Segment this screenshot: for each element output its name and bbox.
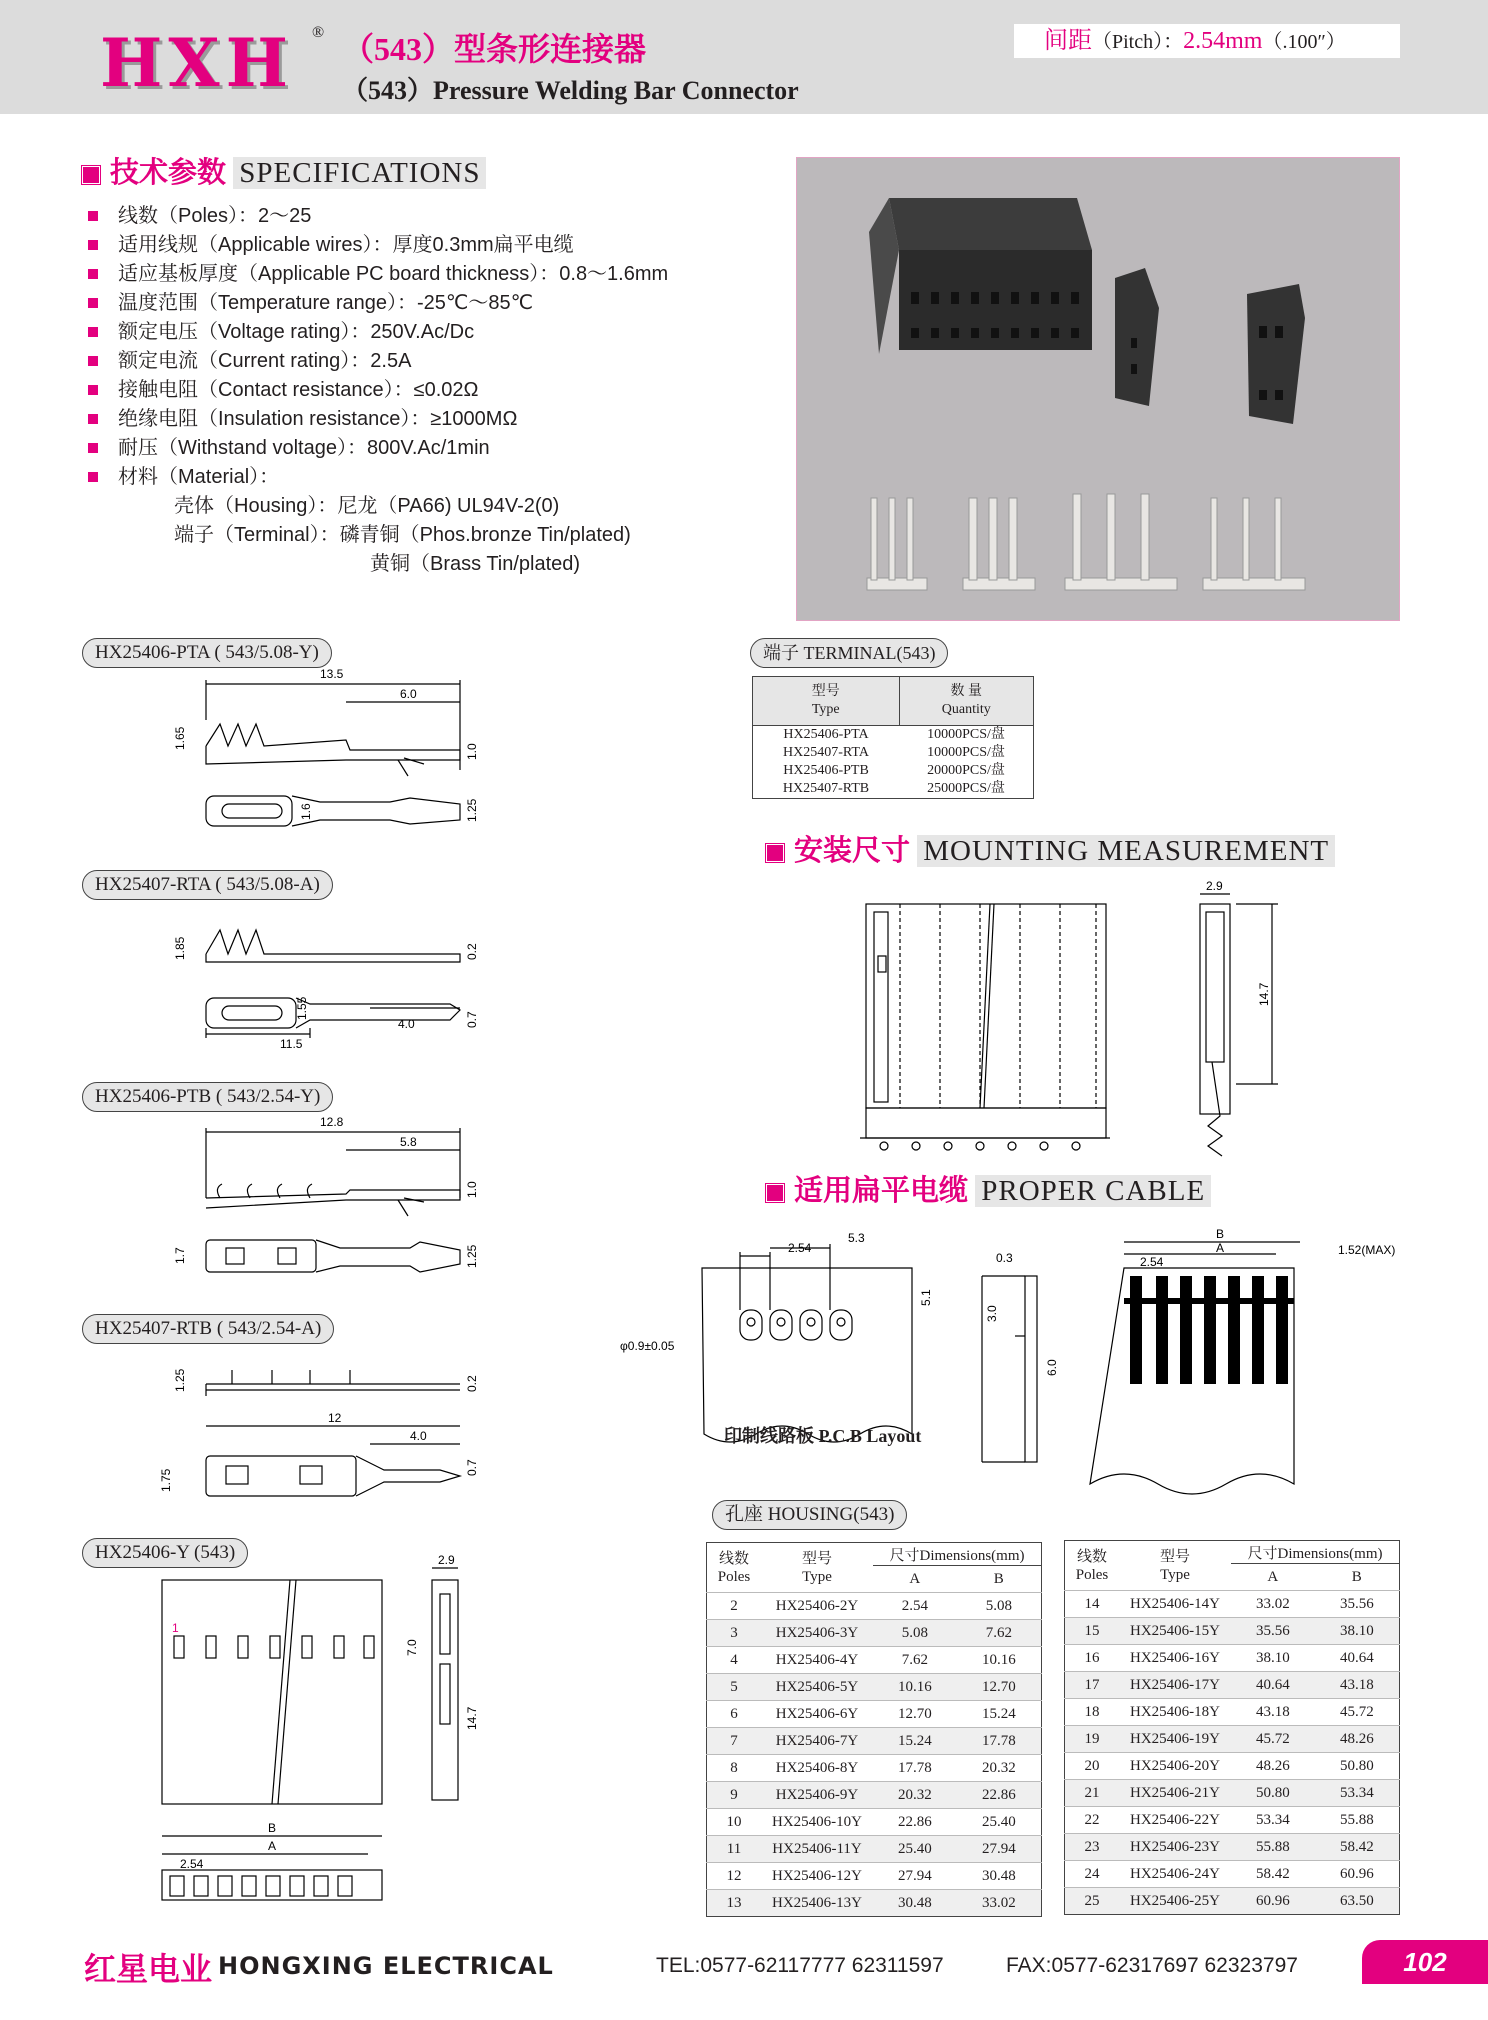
dim-text: 0.2: [465, 1375, 479, 1392]
spec-list: [86, 202, 668, 579]
spec-text: 额定电流（Current rating）：2.5A: [118, 350, 412, 372]
spec-text: 耐压（Withstand voltage）：800V.Ac/1min: [118, 437, 490, 459]
cell-type: HX25406-16Y: [1119, 1645, 1231, 1672]
cell-b: 55.88: [1315, 1807, 1400, 1834]
cell-type: HX25406-23Y: [1119, 1834, 1231, 1861]
dim-text: 1.25: [465, 798, 479, 822]
cell-type: HX25406-8Y: [761, 1755, 873, 1782]
bullet-icon: [88, 327, 98, 337]
cell-b: 33.02: [957, 1890, 1042, 1917]
col-b: B: [1351, 1568, 1362, 1585]
cell-type: HX25406-12Y: [761, 1863, 873, 1890]
cell-b: 15.24: [957, 1701, 1042, 1728]
cell-poles: 11: [707, 1836, 762, 1863]
table-row: [753, 726, 1034, 745]
col-type: [1119, 1541, 1231, 1591]
dim-text: 1.55: [295, 996, 309, 1020]
cell-b: 43.18: [1315, 1672, 1400, 1699]
cell-poles: 6: [707, 1701, 762, 1728]
cell-a: 15.24: [873, 1728, 957, 1755]
cell-poles: 3: [707, 1620, 762, 1647]
cell-b: 53.34: [1315, 1780, 1400, 1807]
cell-b: 38.10: [1315, 1618, 1400, 1645]
cell-poles: 15: [1065, 1618, 1120, 1645]
cell-a: 25.40: [873, 1836, 957, 1863]
dim-text: B: [268, 1821, 277, 1835]
table-row: [1065, 1861, 1400, 1888]
spec-item: [86, 347, 668, 376]
spec-text: 接触电阻（Contact resistance）：≤0.02Ω: [118, 379, 479, 401]
terminal-title: 端子 TERMINAL(543): [750, 638, 948, 668]
dim-text: φ0.9±0.05: [620, 1339, 675, 1353]
dim-text: 5.1: [919, 1289, 933, 1306]
bullet-icon: [88, 269, 98, 279]
col-dim: 尺寸Dimensions(mm): [889, 1547, 1025, 1564]
dim-text: B: [1216, 1227, 1225, 1241]
cell-type: HX25406-14Y: [1119, 1591, 1231, 1618]
cell-type: HX25406-11Y: [761, 1836, 873, 1863]
cell-b: 60.96: [1315, 1861, 1400, 1888]
cell-b: 50.80: [1315, 1753, 1400, 1780]
cell-b: 27.94: [957, 1836, 1042, 1863]
part-label-rta: HX25407-RTA ( 543/5.08-A): [82, 870, 333, 900]
cell-type: HX25406-3Y: [761, 1620, 873, 1647]
dim-text: 2.54: [1140, 1255, 1164, 1269]
cell-type: HX25406-25Y: [1119, 1888, 1231, 1915]
col-type-cn: 型号: [811, 684, 840, 699]
housing-table-left: [706, 1542, 1042, 1917]
spec-item: [86, 289, 668, 318]
col-qty-cn: 数 量: [950, 684, 983, 699]
cell-poles: 21: [1065, 1780, 1120, 1807]
spec-text: 适应基板厚度（Applicable PC board thickness）：0.8～1.6mm: [118, 263, 669, 285]
title-en: （543）Pressure Welding Bar Connector: [342, 76, 799, 105]
col-poles: [1065, 1541, 1120, 1591]
cell-poles: 8: [707, 1755, 762, 1782]
cell-poles: 2: [707, 1593, 762, 1620]
specs-heading-cn: 技术参数: [110, 157, 227, 189]
cell-b: 30.48: [957, 1863, 1042, 1890]
cell-poles: 16: [1065, 1645, 1120, 1672]
cell-type: HX25406-17Y: [1119, 1672, 1231, 1699]
dim-text: 1.25: [173, 1368, 187, 1392]
spec-item: [86, 202, 668, 231]
dim-text: 5.3: [848, 1231, 865, 1245]
cell-poles: 5: [707, 1674, 762, 1701]
cell-poles: 17: [1065, 1672, 1120, 1699]
cell-a: 60.96: [1231, 1888, 1315, 1915]
dim-text: 6.0: [1045, 1359, 1059, 1376]
dim-text: 12: [328, 1411, 342, 1425]
cable-heading-en: PROPER CABLE: [975, 1175, 1211, 1207]
cell-b: 5.08: [957, 1593, 1042, 1620]
cell-b: 22.86: [957, 1782, 1042, 1809]
cell-a: 5.08: [873, 1620, 957, 1647]
pitch-cn: 间距: [1044, 28, 1092, 54]
dim-text: 11.5: [280, 1037, 303, 1051]
cell-poles: 20: [1065, 1753, 1120, 1780]
spec-item: [86, 463, 668, 492]
cell-type: HX25406-9Y: [761, 1782, 873, 1809]
table-row: [753, 762, 1034, 780]
cell-poles: 24: [1065, 1861, 1120, 1888]
dim-text: 0.3: [996, 1251, 1013, 1265]
spec-item: [86, 376, 668, 405]
cell-a: 50.80: [1231, 1780, 1315, 1807]
cell-type: HX25406-6Y: [761, 1701, 873, 1728]
terminal-table: [752, 676, 1034, 799]
dim-text: 1.0: [465, 1181, 479, 1198]
cell-a: 20.32: [873, 1782, 957, 1809]
cell-a: 27.94: [873, 1863, 957, 1890]
dim-text: 1.75: [159, 1468, 173, 1492]
spec-text: 额定电压（Voltage rating）：250V.Ac/Dc: [118, 321, 475, 343]
part-label-ptb: HX25406-PTB ( 543/2.54-Y): [82, 1082, 333, 1112]
cell-poles: 19: [1065, 1726, 1120, 1753]
spec-text: 温度范围（Temperature range）：-25℃～85℃: [118, 292, 534, 314]
dim-text: A: [1216, 1241, 1225, 1255]
col-type: [753, 677, 900, 726]
table-row: [1065, 1888, 1400, 1915]
pitch-value: 2.54mm: [1183, 28, 1263, 54]
table-row: [1065, 1699, 1400, 1726]
col-qty: [899, 677, 1033, 726]
drawing-pta: [170, 667, 500, 840]
bullet-icon: [88, 385, 98, 395]
bullet-icon: [88, 443, 98, 453]
table-row: [707, 1755, 1042, 1782]
cell-poles: 22: [1065, 1807, 1120, 1834]
dim-text: 1: [172, 1621, 179, 1635]
cell-type: HX25406-4Y: [761, 1647, 873, 1674]
col-type-en: Type: [1160, 1566, 1190, 1583]
cell-type: HX25406-19Y: [1119, 1726, 1231, 1753]
dim-text: 2.54: [180, 1857, 204, 1871]
col-poles-cn: 线数: [718, 1550, 749, 1567]
col-a: A: [909, 1570, 921, 1587]
cell-qty: 25000PCS/盘: [927, 781, 1005, 796]
col-type-cn: 型号: [1159, 1548, 1190, 1565]
cell-a: 38.10: [1231, 1645, 1315, 1672]
cell-poles: 12: [707, 1863, 762, 1890]
pitch-inch: （.100″）: [1262, 31, 1346, 53]
drawing-mounting: [860, 876, 1300, 1166]
bullet-icon: [88, 211, 98, 221]
spec-item: [86, 260, 668, 289]
table-row: [707, 1863, 1042, 1890]
table-row: [707, 1890, 1042, 1917]
square-bullet-icon: [766, 1184, 784, 1202]
cell-poles: 10: [707, 1809, 762, 1836]
material-housing: 壳体（Housing）：尼龙（PA66) UL94V-2(0): [174, 495, 560, 517]
cell-qty: 10000PCS/盘: [927, 745, 1005, 760]
fax: FAX:0577-62317697 62323797: [1006, 1954, 1298, 1977]
mounting-heading: [766, 834, 1335, 868]
cell-a: 40.64: [1231, 1672, 1315, 1699]
cell-b: 7.62: [957, 1620, 1042, 1647]
col-type: [761, 1543, 873, 1593]
cell-poles: 25: [1065, 1888, 1120, 1915]
cell-poles: 7: [707, 1728, 762, 1755]
page-number: 102: [1362, 1940, 1488, 1984]
connector-illustration: [797, 158, 1399, 620]
cell-a: 35.56: [1231, 1618, 1315, 1645]
cell-type: HX25406-PTB: [783, 763, 869, 778]
cell-a: 7.62: [873, 1647, 957, 1674]
cell-poles: 14: [1065, 1591, 1120, 1618]
cell-type: HX25406-7Y: [761, 1728, 873, 1755]
table-row: [707, 1620, 1042, 1647]
cell-b: 10.16: [957, 1647, 1042, 1674]
table-row: [753, 780, 1034, 799]
table-row: [707, 1782, 1042, 1809]
cell-a: 48.26: [1231, 1753, 1315, 1780]
part-label-rtb: HX25407-RTB ( 543/2.54-A): [82, 1314, 334, 1344]
table-row: [707, 1701, 1042, 1728]
table-row: [1065, 1780, 1400, 1807]
dim-text: 0.7: [465, 1459, 479, 1476]
title-cn: （543）型条形连接器: [342, 31, 647, 67]
bullet-icon: [88, 298, 98, 308]
cell-qty: 20000PCS/盘: [927, 763, 1005, 778]
product-photo: [796, 157, 1400, 621]
cell-type: HX25406-20Y: [1119, 1753, 1231, 1780]
material-terminal-2: 黄铜（Brass Tin/plated): [370, 553, 581, 575]
table-row: [1065, 1726, 1400, 1753]
registered-mark: ®: [312, 24, 325, 41]
cell-a: 22.86: [873, 1809, 957, 1836]
dim-text: 2.54: [788, 1241, 812, 1255]
cell-type: HX25407-RTA: [783, 745, 869, 760]
col-dim: 尺寸Dimensions(mm): [1247, 1545, 1383, 1562]
bullet-icon: [88, 414, 98, 424]
drawing-rta: [170, 910, 500, 1060]
cell-a: 58.42: [1231, 1861, 1315, 1888]
dim-text: 1.6: [299, 803, 313, 820]
cell-b: 25.40: [957, 1809, 1042, 1836]
cell-poles: 23: [1065, 1834, 1120, 1861]
cell-b: 45.72: [1315, 1699, 1400, 1726]
pcb-caption: 印制线路板 P.C.B Layout: [724, 1426, 922, 1446]
cell-type: HX25406-10Y: [761, 1809, 873, 1836]
dim-text: 2.9: [1206, 879, 1223, 893]
cell-a: 43.18: [1231, 1699, 1315, 1726]
cell-poles: 9: [707, 1782, 762, 1809]
col-qty-en: Quantity: [941, 702, 991, 717]
spec-item: [86, 231, 668, 260]
cell-type: HX25406-22Y: [1119, 1807, 1231, 1834]
cell-b: 63.50: [1315, 1888, 1400, 1915]
cell-a: 53.34: [1231, 1807, 1315, 1834]
cell-a: 17.78: [873, 1755, 957, 1782]
cell-type: HX25406-18Y: [1119, 1699, 1231, 1726]
table-row: [707, 1728, 1042, 1755]
col-poles-cn: 线数: [1076, 1548, 1107, 1565]
spec-text: 材料（Material）：: [118, 466, 280, 488]
col-type-en: Type: [802, 1568, 832, 1585]
dim-text: 3.0: [985, 1305, 999, 1322]
col-poles-en: Poles: [1075, 1566, 1109, 1583]
dim-text: 0.2: [465, 943, 479, 960]
dim-text: A: [268, 1839, 277, 1853]
dim-text: 1.25: [465, 1244, 479, 1268]
spec-text: 绝缘电阻（Insulation resistance）：≥1000MΩ: [118, 408, 518, 430]
dim-text: 4.0: [398, 1017, 415, 1031]
cable-heading-cn: 适用扁平电缆: [794, 1175, 969, 1207]
square-bullet-icon: [82, 166, 100, 184]
table-row: [707, 1836, 1042, 1863]
table-row: [753, 744, 1034, 762]
dim-text: 1.52(MAX): [1338, 1243, 1396, 1257]
dim-text: 1.0: [465, 743, 479, 760]
pitch-box: [1014, 24, 1400, 58]
specs-heading: [82, 156, 486, 190]
cell-type: HX25406-21Y: [1119, 1780, 1231, 1807]
table-row: [1065, 1672, 1400, 1699]
dim-text: 2.9: [438, 1553, 455, 1567]
cell-type: HX25406-2Y: [761, 1593, 873, 1620]
bullet-icon: [88, 472, 98, 482]
cell-type: HX25406-PTA: [783, 727, 869, 742]
part-label-pta: HX25406-PTA ( 543/5.08-Y): [82, 638, 332, 668]
housing-table-right: [1064, 1540, 1400, 1915]
cell-type: HX25406-24Y: [1119, 1861, 1231, 1888]
cell-b: 40.64: [1315, 1645, 1400, 1672]
cell-type: HX25406-15Y: [1119, 1618, 1231, 1645]
table-row: [1065, 1618, 1400, 1645]
material-terminal: 端子（Terminal）：磷青铜（Phos.bronze Tin/plated): [174, 524, 631, 546]
cell-b: 58.42: [1315, 1834, 1400, 1861]
drawing-cable: [620, 1226, 1396, 1456]
cell-a: 12.70: [873, 1701, 957, 1728]
col-type-en: Type: [811, 702, 840, 717]
table-row: [707, 1593, 1042, 1620]
mounting-heading-en: MOUNTING MEASUREMENT: [917, 835, 1335, 867]
cell-type: HX25406-13Y: [761, 1890, 873, 1917]
spec-item: [86, 434, 668, 463]
table-row: [1065, 1591, 1400, 1618]
dim-text: 7.0: [405, 1639, 419, 1656]
table-row: [707, 1809, 1042, 1836]
dim-text: 6.0: [400, 687, 417, 701]
dim-text: 1.7: [173, 1247, 187, 1264]
mounting-heading-cn: 安装尺寸: [794, 835, 911, 867]
cell-poles: 13: [707, 1890, 762, 1917]
table-row: [1065, 1807, 1400, 1834]
cell-b: 20.32: [957, 1755, 1042, 1782]
bullet-icon: [88, 240, 98, 250]
col-poles: [707, 1543, 762, 1593]
brand-logo: HXH: [100, 24, 294, 102]
dim-text: 4.0: [410, 1429, 427, 1443]
square-bullet-icon: [766, 844, 784, 862]
cell-a: 33.02: [1231, 1591, 1315, 1618]
drawing-rtb: [159, 1360, 500, 1510]
col-type-cn: 型号: [801, 1550, 832, 1567]
dim-text: 14.7: [465, 1706, 479, 1730]
col-poles-en: Poles: [717, 1568, 751, 1585]
dim-text: 0.7: [465, 1011, 479, 1028]
table-row: [1065, 1753, 1400, 1780]
dim-text: 5.8: [400, 1135, 417, 1149]
cell-poles: 18: [1065, 1699, 1120, 1726]
cell-b: 48.26: [1315, 1726, 1400, 1753]
dim-text: 1.65: [173, 726, 187, 750]
cell-a: 45.72: [1231, 1726, 1315, 1753]
pitch-label: （Pitch）：: [1092, 31, 1184, 53]
housing-title: 孔座 HOUSING(543): [712, 1500, 907, 1530]
specs-heading-en: SPECIFICATIONS: [233, 157, 486, 189]
telephone: TEL:0577-62117777 62311597: [656, 1954, 944, 1977]
table-row: [1065, 1834, 1400, 1861]
col-a: A: [1267, 1568, 1279, 1585]
part-label-housing: HX25406-Y (543): [82, 1538, 248, 1568]
table-row: [707, 1647, 1042, 1674]
cell-b: 17.78: [957, 1728, 1042, 1755]
cell-type: HX25406-5Y: [761, 1674, 873, 1701]
spec-item: [86, 405, 668, 434]
cable-heading: [766, 1174, 1211, 1208]
dim-text: 12.8: [320, 1115, 344, 1129]
cell-a: 30.48: [873, 1890, 957, 1917]
cell-a: 55.88: [1231, 1834, 1315, 1861]
drawing-housing-y: [150, 1550, 490, 1904]
cell-qty: 10000PCS/盘: [927, 727, 1005, 742]
bullet-icon: [88, 356, 98, 366]
spec-text: 线数（Poles）：2～25: [118, 205, 312, 227]
dim-text: 14.7: [1257, 982, 1271, 1006]
spec-text: 适用线规（Applicable wires）：厚度0.3mm扁平电缆: [118, 234, 574, 256]
cell-b: 35.56: [1315, 1591, 1400, 1618]
table-row: [707, 1674, 1042, 1701]
dim-text: 1.85: [173, 936, 187, 960]
col-b: B: [993, 1570, 1004, 1587]
spec-item: [86, 318, 668, 347]
cell-type: HX25407-RTB: [782, 781, 870, 796]
company-name-en: HONGXING ELECTRICAL: [218, 1952, 554, 1980]
dim-text: 13.5: [320, 667, 344, 681]
cell-poles: 4: [707, 1647, 762, 1674]
drawing-ptb: [170, 1115, 500, 1288]
table-row: [1065, 1645, 1400, 1672]
cell-a: 10.16: [873, 1674, 957, 1701]
company-name-cn: 红星电业: [84, 1950, 213, 1988]
cell-b: 12.70: [957, 1674, 1042, 1701]
cell-a: 2.54: [873, 1593, 957, 1620]
